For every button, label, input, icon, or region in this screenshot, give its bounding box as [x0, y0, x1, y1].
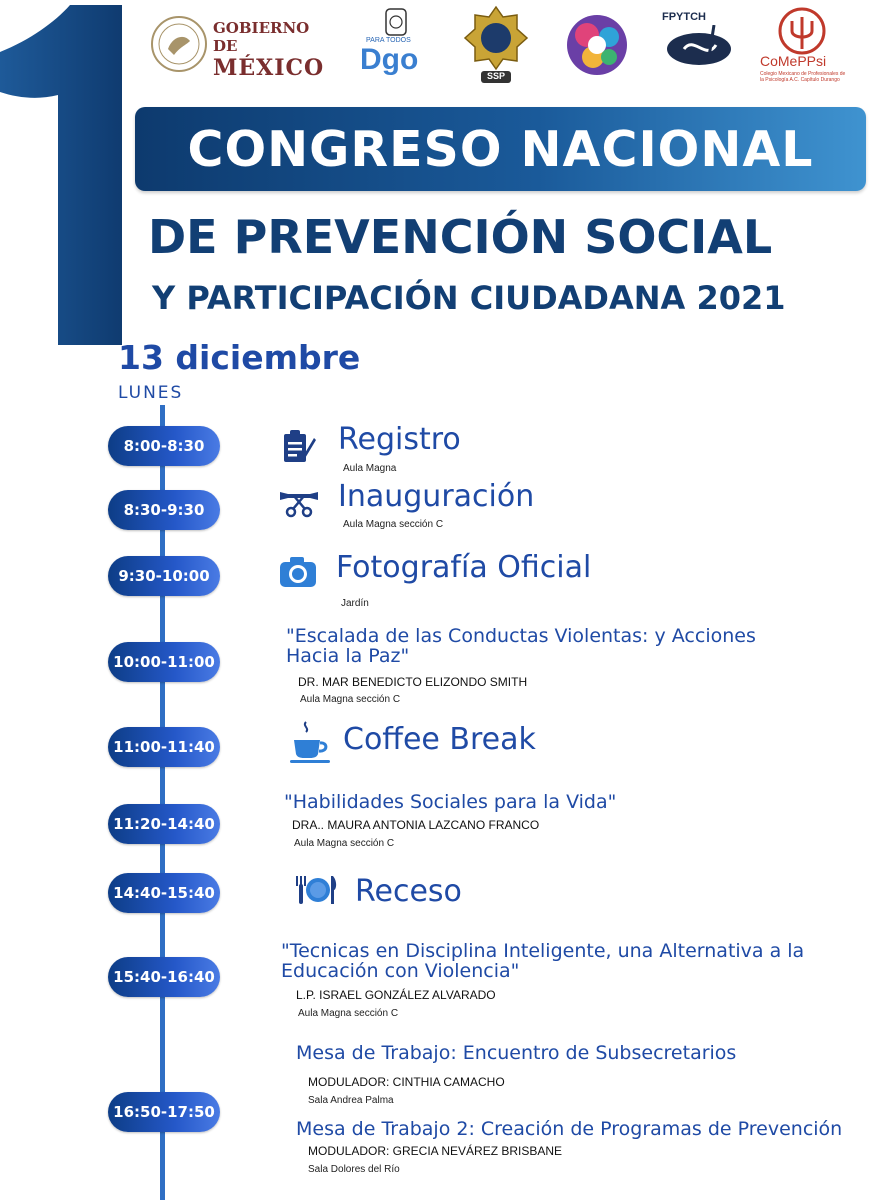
title-line2: DE PREVENCIÓN SOCIAL	[148, 210, 773, 264]
talk-title	[284, 792, 844, 812]
mesa1-title: Mesa de Trabajo: Encuentro de Subsecretarios	[296, 1042, 737, 1064]
dgo-text: Dgo	[360, 43, 419, 76]
comeppsi-subtitle: Colegio Mexicano de Profesionales de la Psicología A.C. Capítulo Durango	[760, 71, 846, 83]
comeppsi-logo	[758, 7, 850, 97]
gobierno-de-mexico-logo	[213, 19, 333, 81]
mesa2-location: Sala Dolores del Río	[308, 1164, 400, 1175]
fpytch-emblem-icon	[664, 25, 734, 69]
mexico-seal-icon	[150, 15, 208, 73]
time-pill: 15:40-16:40	[108, 957, 220, 997]
time-pill: 8:00-8:30	[108, 426, 220, 466]
clipboard-icon	[280, 428, 316, 464]
fpytch-label: FPYTCH	[662, 11, 706, 23]
time-pill: 16:50-17:50	[108, 1092, 220, 1132]
gobierno-line2: MÉXICO	[213, 55, 325, 81]
mesa2-title: Mesa de Trabajo 2: Creación de Programas de Prevención	[296, 1118, 843, 1140]
event-title: Receso	[355, 874, 462, 909]
colorful-circle-logo-icon	[563, 11, 631, 79]
plate-cutlery-icon	[294, 874, 338, 906]
speaker-name: L.P. ISRAEL GONZÁLEZ ALVARADO	[296, 988, 496, 1002]
event-title: Coffee Break	[343, 722, 536, 757]
event-location: Jardín	[341, 598, 369, 609]
time-pill: 9:30-10:00	[108, 556, 220, 596]
ribbon-scissors-icon	[280, 488, 318, 518]
event-title: Inauguración	[338, 479, 535, 514]
event-day: LUNES	[118, 383, 184, 403]
speaker-name: DR. MAR BENEDICTO ELIZONDO SMITH	[298, 675, 528, 689]
time-pill: 8:30-9:30	[108, 490, 220, 530]
title-line3: Y PARTICIPACIÓN CIUDADANA 2021	[152, 279, 786, 317]
time-pill: 11:00-11:40	[108, 727, 220, 767]
big-number-one-graphic	[0, 0, 150, 350]
durango-para-todos-logo	[358, 7, 433, 82]
time-pill: 10:00-11:00	[108, 642, 220, 682]
time-pill: 14:40-15:40	[108, 873, 220, 913]
talk-title-line1: "Tecnicas en Disciplina Inteligente, una Alternativa a la	[281, 940, 805, 962]
talk-title	[286, 626, 846, 666]
dgo-small-text: PARA TODOS	[366, 37, 411, 44]
comeppsi-label: CoMePPsi	[760, 53, 827, 69]
event-date: 13 diciembre	[118, 338, 361, 377]
event-location: Aula Magna sección C	[300, 694, 401, 705]
fpytch-logo	[660, 9, 738, 89]
talk-title-line2: Educación con Violencia"	[281, 960, 520, 982]
camera-icon	[278, 555, 318, 589]
mesa2-moderator: MODULADOR: GRECIA NEVÁREZ BRISBANE	[308, 1144, 563, 1158]
gobierno-line1: GOBIERNO DE	[213, 19, 310, 55]
sponsor-logos	[150, 5, 850, 100]
event-location: Aula Magna sección C	[298, 1008, 399, 1019]
event-title: Registro	[338, 422, 461, 457]
event-location: Aula Magna sección C	[343, 519, 444, 530]
event-location: Aula Magna	[343, 463, 397, 474]
talk-title	[281, 941, 881, 981]
event-location: Aula Magna sección C	[294, 838, 395, 849]
mesa1-location: Sala Andrea Palma	[308, 1095, 394, 1106]
talk-title-line2: Hacia la Paz"	[286, 645, 410, 667]
coffee-cup-icon	[288, 720, 334, 766]
mesa1-moderator: MODULADOR: CINTHIA CAMACHO	[308, 1075, 505, 1089]
title-line1: CONGRESO NACIONAL	[187, 120, 814, 178]
ssp-label: SSP	[487, 71, 506, 81]
title-banner	[135, 107, 866, 191]
talk-title-line1: "Habilidades Sociales para la Vida"	[284, 791, 617, 813]
talk-title-line1: "Escalada de las Conductas Violentas: y Acciones	[286, 625, 756, 647]
event-title: Fotografía Oficial	[336, 550, 592, 585]
time-pill: 11:20-14:40	[108, 804, 220, 844]
speaker-name: DRA.. MAURA ANTONIA LAZCANO FRANCO	[292, 818, 540, 832]
ssp-badge-icon	[463, 5, 529, 85]
psi-icon	[774, 7, 830, 55]
